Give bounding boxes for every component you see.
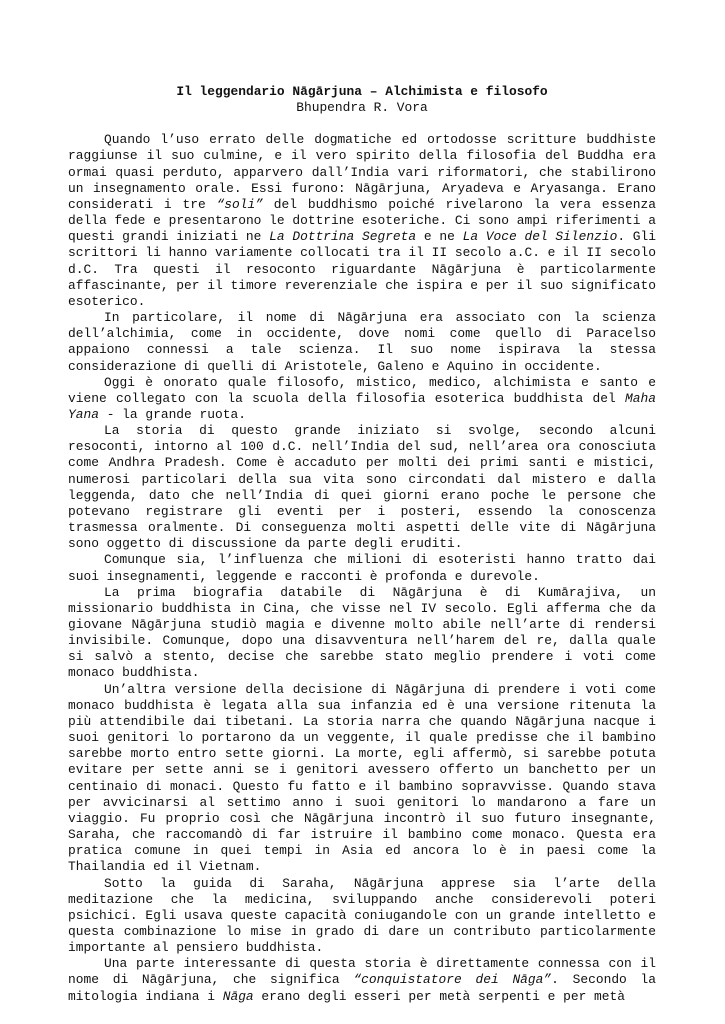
document-body: [68, 132, 656, 1004]
text-run: . Gli scrittori li hanno variamente collocati tra il II secolo a.C. e il II secolo d.C. Tra questi il resoconto riguardante Nāgārjuna è particolarmente affascinante, per il timore reverenziale che ispira e per il suo significato esoterico.: [68, 229, 657, 309]
text-run: e ne: [416, 229, 463, 245]
document-page: [68, 84, 656, 1005]
italic-text: La Dottrina Segreta: [269, 229, 417, 245]
paragraph: [68, 423, 656, 552]
paragraph: [68, 956, 656, 1004]
text-run: Sotto la guida di Saraha, Nāgārjuna apprese sia l’arte della meditazione che la medicina, sviluppando anche considerevoli poteri psichici. Egli usava queste capacità coniugandole con un grande intelletto e questa combinazione lo mise in grado di dare un contributo particolarmente importante al pensiero buddhista.: [68, 875, 656, 956]
italic-text: La Voce del Silenzio: [462, 229, 618, 245]
text-run: Comunque sia, l’influenza che milioni di esoteristi hanno tratto dai suoi insegnamenti, leggende e racconti è profonda e durevole.: [68, 552, 656, 584]
paragraph: [68, 310, 656, 375]
text-run: Un’altra versione della decisione di Nāgārjuna di prendere i voti come monaco buddhista è legata alla sua infanzia ed è una versione ritenuta la più attendibile dai tibetani. La storia narra che quando Nāgārjuna nacque i suoi genitori lo portarono da un veggente, il quale predisse che il bambino sarebbe morto entro sette giorni. La morte, egli affermò, si sarebbe potuta evitare per sette anni se i genitori avessero offerto un banchetto per un centinaio di monaci. Questo fu fatto e il bambino sopravvisse. Quando stava per avvicinarsi al settimo anno i suoi genitori lo mandarono a fare un viaggio. Fu proprio così che Nāgārjuna incontrò il suo futuro insegnante, Saraha, che raccomandò di far istruire il bambino come monaco. Questa era pratica comune in quei tempi in Asia ed ancora lo è in paesi come la Thailandia ed il Vietnam.: [68, 681, 656, 875]
text-run: Una parte interessante di questa storia è direttamente connessa con il nome di Nāgārjuna, che significa: [68, 956, 656, 988]
paragraph: [68, 375, 656, 423]
paragraph: [68, 585, 656, 682]
text-run: . Secondo la mitologia indiana i: [68, 972, 657, 1004]
document-title: Il leggendario Nāgārjuna – Alchimista e filosofo: [176, 84, 548, 99]
document-author: Bhupendra R. Vora: [296, 100, 428, 116]
paragraph: [68, 132, 656, 310]
text-run: - la grande ruota.: [98, 406, 246, 422]
text-run: La storia di questo grande iniziato si svolge, secondo alcuni resoconti, intorno al 100 d.C. nell’India del sud, nell’area ora conosciuta come Andhra Pradesh. Come è accaduto per molti dei primi santi e mistici, numerosi particolari della sua vita sono circondati dal mistero e dalla leggenda, dato che nell’India di quei giorni erano poche le persone che potevano registrare gli eventi per i posteri, essendo la conoscenza trasmessa oralmente. Di conseguenza molti aspetti delle vite di Nāgārjuna sono oggetto di discussione da parte degli eruditi.: [68, 423, 656, 552]
italic-text: Nāga: [222, 988, 254, 1004]
text-run: del buddhismo poiché rivelarono la vera essenza della fede e presentarono le dottrine esoteriche. Ci sono ampi riferimenti a questi grandi iniziati ne: [68, 196, 656, 245]
text-run: La prima biografia databile di Nāgārjuna è di Kumārajiva, un missionario buddhista in Cina, che visse nel IV secolo. Egli afferma che da giovane Nāgārjuna studiò magia e divenne molto abile nell’arte di rendersi invisibile. Comunque, dopo una disavventura nell’harem del re, dalla quale si salvò a stento, decise che sarebbe stato meglio prendere i voti come monaco buddhista.: [68, 584, 656, 681]
text-run: Quando l’uso errato delle dogmatiche ed ortodosse scritture buddhiste raggiunse il suo culmine, e il vero spirito della filosofia del Buddha era ormai quasi perduto, apparvero dall’India vari riformatori, che stabilirono un insegnamento orale. Essi furono: Nāgārjuna, Aryadeva e Aryasanga. Erano considerati i tre: [68, 132, 656, 212]
paragraph: [68, 552, 656, 584]
paragraph: [68, 682, 656, 876]
text-run: erano degli esseri per metà serpenti e per metà: [253, 988, 625, 1004]
italic-text: “soli”: [216, 196, 263, 212]
italic-text: Maha Yana: [68, 390, 656, 422]
italic-text: “conquistatore dei Nāga”: [353, 972, 552, 988]
text-run: In particolare, il nome di Nāgārjuna era associato con la scienza dell’alchimia, come in occidente, dove nomi come quello di Paracelso appaiono connessi a tale scienza. Il suo nome ispirava la stessa considerazione di quelli di Aristotele, Galeno e Aquino in occidente.: [68, 310, 656, 374]
paragraph: [68, 876, 656, 957]
text-run: Oggi è onorato quale filosofo, mistico, medico, alchimista e santo e viene collegato con la scuola della filosofia esoterica buddhista del: [68, 374, 656, 406]
